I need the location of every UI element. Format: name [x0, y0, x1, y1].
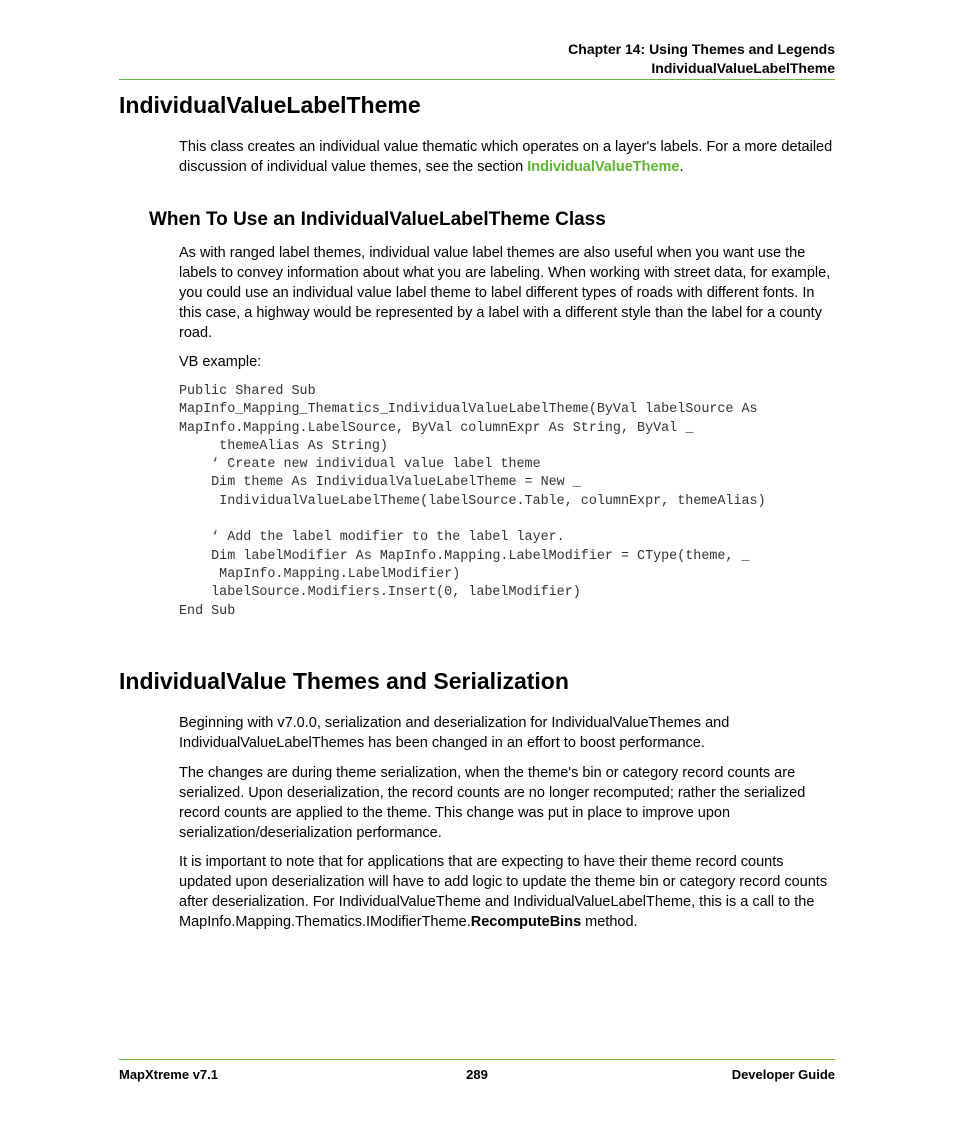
- intro-paragraph: [179, 137, 835, 177]
- paragraph-3-ending: method.: [581, 914, 638, 930]
- section-title: IndividualValueLabelTheme: [651, 60, 835, 76]
- subsection-heading-when-to-use: When To Use an IndividualValueLabelTheme Class: [149, 209, 606, 230]
- section-heading-serialization: IndividualValue Themes and Serialization: [119, 668, 569, 694]
- footer-page-number: 289: [466, 1067, 488, 1082]
- serialization-paragraph-2: The changes are during theme serialization, when the theme's bin or category record counts are serialized. Upon deserialization, the record counts are no longer recomputed; rather the serialized record counts are applied to the theme. This change was put in place to improve upon serialization/deserialization performance.: [179, 765, 806, 841]
- footer-guide: Developer Guide: [731, 1067, 835, 1082]
- intro-text: This class creates an individual value thematic which operates on a layer's labels. For a more detailed discussion of individual value themes, see the section: [179, 139, 833, 175]
- when-to-use-paragraph: As with ranged label themes, individual value label themes are also useful when you want use the labels to convey information about what you are labeling. When working with street data, for example, you could use an individual value label theme to label different types of roads with different fonts. In this case, a highway would be represented by a label with a different style than the label for a county road.: [179, 245, 831, 341]
- vb-code-sample: Public Shared Sub MapInfo_Mapping_Thematics_IndividualValueLabelTheme(ByVal labelSource As MapInfo.Mapping.LabelSource, ByVal columnExpr As String, ByVal _ themeAlias As String) ‘ Create new individual value label theme Dim theme As IndividualValueLabelTheme = New _ IndividualValueLabelTheme(labelSource.Table, columnExpr, themeAlias) ‘ Add the label modifier to the label layer. Dim labelModifier As MapInfo.Mapping.LabelModifier = CType(theme, _ MapInfo.Mapping.LabelModifier) labelSource.Modifiers.Insert(0, labelModifier) End Sub: [179, 384, 766, 619]
- vb-example-label: VB example:: [179, 354, 262, 370]
- intro-period: .: [679, 159, 684, 175]
- recompute-bins-method: RecomputeBins: [470, 914, 582, 930]
- chapter-title: Chapter 14: Using Themes and Legends: [568, 41, 835, 57]
- footer-rule: [119, 1059, 835, 1060]
- serialization-paragraph-3: [179, 852, 835, 932]
- header-rule: [119, 79, 835, 80]
- section-heading-label-theme: IndividualValueLabelTheme: [119, 92, 421, 118]
- serialization-paragraph-1: Beginning with v7.0.0, serialization and deserialization for IndividualValueThemes and IndividualValueLabelThemes has been changed in an effort to boost performance.: [179, 715, 730, 751]
- individual-value-theme-link[interactable]: IndividualValueTheme: [527, 159, 680, 175]
- paragraph-3-text: It is important to note that for applications that are expecting to have their theme record counts updated upon deserialization will have to add logic to update the theme bin or category record counts after deserialization. For IndividualValueTheme and IndividualValueLabelTheme, this is a call to the MapInfo.Mapping.Thematics.IModifierTheme.: [179, 854, 828, 930]
- running-header: [135, 40, 835, 78]
- footer-product: MapXtreme v7.1: [119, 1067, 218, 1082]
